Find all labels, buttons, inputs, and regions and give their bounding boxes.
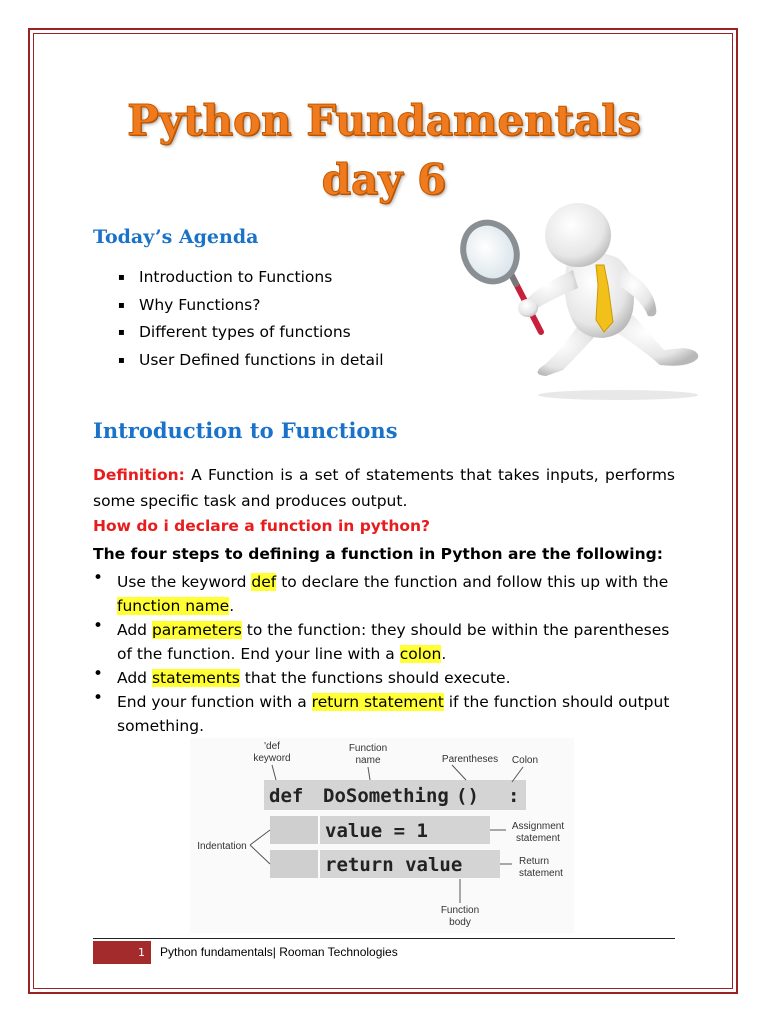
agenda-item: ▪ Why Functions? [118,292,384,320]
step-item [93,690,683,738]
document-subtitle: day 6 [321,155,447,204]
label-return: Return [518,856,550,867]
label-body: Function [440,905,480,916]
code-parens: () [456,785,479,807]
label-def-keyword: 'def [264,741,280,752]
agenda-heading: Today’s Agenda [93,226,259,248]
highlight-parameters: parameters [151,621,242,639]
label-return-2: statement [519,868,563,879]
page-number: 1 [93,941,151,964]
label-function-name: Function [348,743,388,754]
step-text: . [229,597,235,615]
magnifier-figure-illustration [428,190,718,400]
highlight-function-name: function name [117,597,230,615]
footer-divider [93,938,675,939]
agenda-item: ▪ Different types of functions [118,319,384,347]
highlight-return-statement: return statement [311,693,444,711]
agenda-item: ▪ User Defined functions in detail [118,347,384,375]
definition-label: Definition: [93,466,185,484]
highlight-statements: statements [151,669,240,687]
step-text: to declare the function and follow this up with the [276,573,669,591]
document-title: Python Fundamentals [127,96,641,145]
agenda-item: ▪ Introduction to Functions [118,264,384,292]
question-heading: How do i declare a function in python? [93,517,431,535]
label-colon: Colon [511,755,539,766]
step-text: Add [117,621,152,639]
code-line-3: return value [325,854,463,876]
steps-intro: The four steps to defining a function in Python are the following: [93,545,663,563]
label-assignment: Assignment [511,821,565,832]
step-text: Use the keyword [117,573,252,591]
label-def-keyword-2: keyword [253,753,291,764]
indent-box-2 [270,850,318,878]
code-def: def [269,785,304,807]
step-item [93,618,683,666]
step-item [93,666,683,690]
section-heading: Introduction to Functions [93,418,398,443]
step-text: to the function: they should be within the parentheses of the function. End your line with a [117,621,670,663]
steps-list [93,570,683,738]
label-indentation: Indentation [197,841,247,852]
step-text: if the function should output something. [117,693,670,735]
function-anatomy-diagram [190,738,574,933]
code-function-name: DoSomething [323,785,449,807]
label-assignment-2: statement [516,833,560,844]
step-text: that the functions should execute. [239,669,511,687]
code-line-2: value = 1 [325,820,428,842]
highlight-colon: colon [399,645,442,663]
step-text: End your function with a [117,693,312,711]
step-item [93,570,683,618]
definition-paragraph [93,462,675,514]
label-body-2: body [449,917,471,928]
indent-box-1 [270,816,318,844]
agenda-list [118,264,384,374]
definition-text: A Function is a set of statements that takes inputs, performs some specific task and produces output. [93,466,675,510]
code-colon: : [508,785,520,807]
label-parentheses: Parentheses [441,754,499,765]
step-text: . [441,645,447,663]
footer-text: Python fundamentals| Rooman Technologies [160,945,398,959]
label-function-name-2: name [355,755,381,766]
step-text: Add [117,669,152,687]
highlight-def: def [251,573,277,591]
